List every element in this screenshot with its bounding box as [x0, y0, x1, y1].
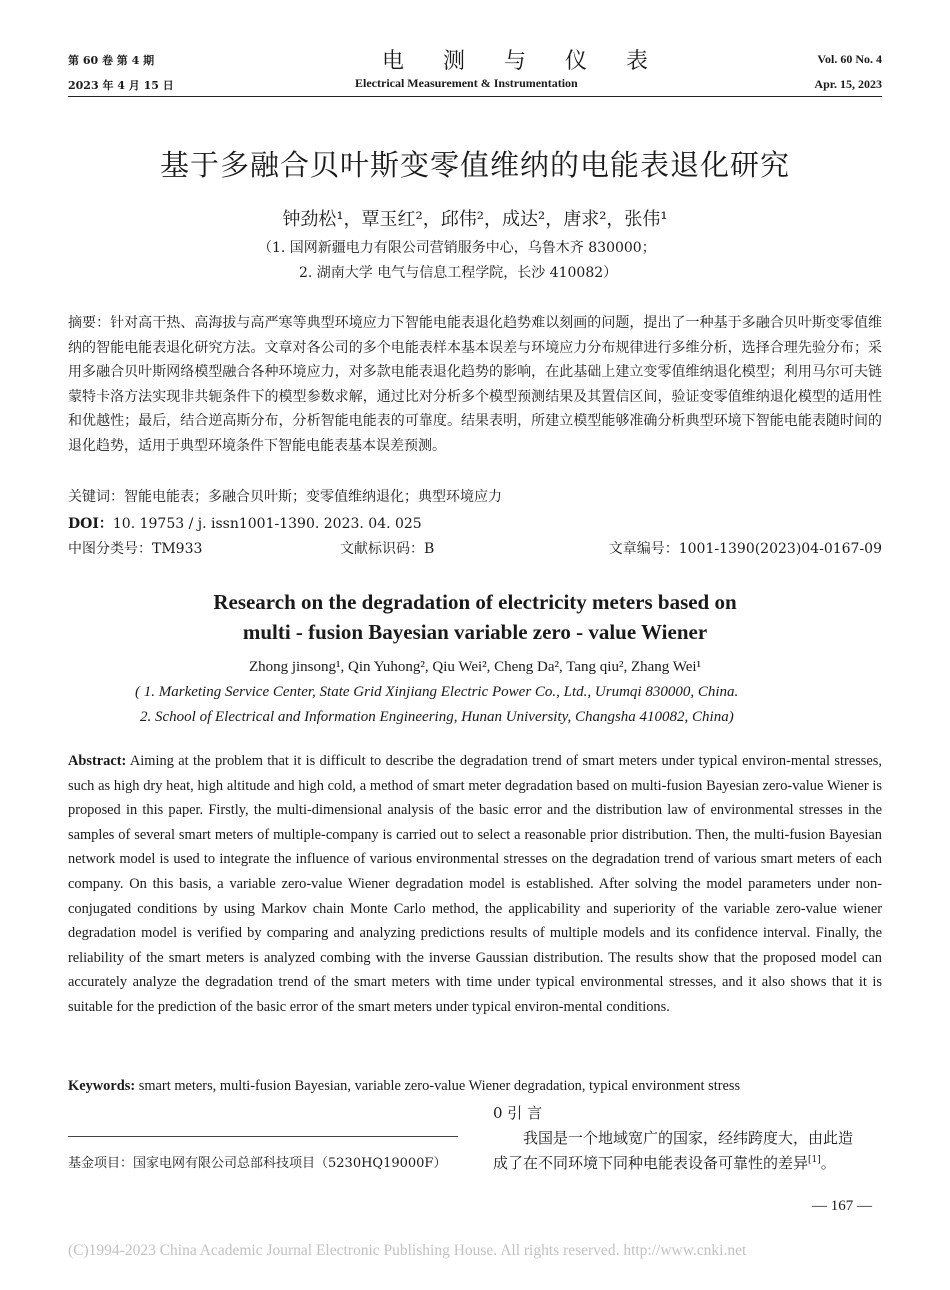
section-heading-introduction: 0 引 言	[493, 1104, 543, 1122]
keywords-en	[68, 1074, 882, 1099]
date-en: Apr. 15, 2023	[814, 77, 882, 91]
date-cn: 2023 年 4 月 15 日	[68, 79, 174, 92]
doi-label: DOI：	[68, 516, 113, 532]
doi	[68, 513, 422, 533]
header-rule	[68, 96, 882, 97]
volume-issue-en: Vol. 60 No. 4	[817, 52, 882, 66]
volume-issue-cn: 第 60 卷 第 4 期	[68, 54, 155, 67]
document-code: 文献标识码：B	[340, 541, 435, 557]
abstract-en	[68, 749, 882, 1020]
keywords-en-label: Keywords:	[68, 1078, 136, 1094]
keywords-cn: 关键词：智能电能表；多融合贝叶斯；变零值维纳退化；典型环境应力	[68, 489, 502, 505]
clc-number: 中图分类号：TM933	[68, 541, 203, 557]
article-number: 文章编号：1001-1390(2023)04-0167-09	[608, 541, 882, 557]
intro-text-end: 。	[820, 1154, 836, 1172]
intro-text-line1: 我国是一个地域宽广的国家，经纬跨度大，由此造	[523, 1129, 854, 1147]
paper-title-en-line2: multi - fusion Bayesian variable zero - value Wiener	[242, 620, 708, 644]
abstract-en-label: Abstract:	[68, 753, 127, 769]
affiliation-cn-2: 2. 湖南大学 电气与信息工程学院，长沙 410082）	[299, 265, 618, 281]
paper-title-cn: 基于多融合贝叶斯变零值维纳的电能表退化研究	[159, 148, 790, 182]
journal-name-cn: 电 测 与 仪 表	[382, 49, 664, 74]
keywords-en-text: smart meters, multi-fusion Bayesian, variable zero-value Wiener degradation, typical environment stress	[135, 1078, 741, 1094]
authors-en: Zhong jinsong¹, Qin Yuhong², Qiu Wei², Cheng Da², Tang qiu², Zhang Wei¹	[248, 659, 702, 675]
citation-ref[interactable]: [1]	[808, 1155, 821, 1165]
affiliation-cn-1: （1. 国网新疆电力有限公司营销服务中心，乌鲁木齐 830000；	[258, 240, 656, 256]
journal-name-en: Electrical Measurement & Instrumentation	[355, 76, 578, 90]
doi-value: 10. 19753 / j. issn1001-1390. 2023. 04. 025	[112, 516, 422, 532]
abstract-cn: 摘要：针对高干热、高海拔与高严寒等典型环境应力下智能电能表退化趋势难以刻画的问题，提出了一种基于多融合贝叶斯变零值维纳的智能电能表退化研究方法。文章对各公司的多个电能表样本基本误差与环境应力分布规律进行多维分析，选择合理先验分布；采用多融合贝叶斯网络模型融合各种环境应力，对多款电能表退化趋势的影响，在此基础上建立变零值维纳退化模型；利用马尔可夫链蒙特卡洛方法实现非共轭条件下的模型参数求解，通过比对分析多个模型预测结果及其置信区间，验证变零值维纳退化模型的适用性和优越性；最后，结合逆高斯分布，分析智能电能表的可靠度。结果表明，所建立模型能够准确分析典型环境下智能电能表随时间的退化趋势，适用于典型环境条件下智能电能表基本误差预测。	[68, 315, 882, 454]
page-number: — 167 —	[812, 1198, 872, 1214]
copyright-notice: (C)1994-2023 China Academic Journal Electronic Publishing House. All rights reserved. http://www.cnki.net	[68, 1242, 747, 1259]
authors-cn: 钟劲松¹，覃玉红²，邱伟²，成达²，唐求²，张伟¹	[282, 209, 668, 230]
footnote-rule	[68, 1136, 458, 1137]
intro-text: 成了在不同环境下同种电能表设备可靠性的差异	[493, 1154, 809, 1172]
funding-footnote: 基金项目：国家电网有限公司总部科技项目（5230HQ19000F）	[68, 1156, 447, 1171]
paper-title-en-line1: Research on the degradation of electricity meters based on	[213, 590, 737, 614]
affiliation-en-1: ( 1. Marketing Service Center, State Grid Xinjiang Electric Power Co., Ltd., Urumqi 830000, China.	[135, 684, 739, 700]
intro-text-line2	[493, 1152, 836, 1173]
abstract-en-text: Aiming at the problem that it is difficult to describe the degradation trend of smart meters under typical environ-mental stresses, such as high dry heat, high altitude and high cold, a method of smart meter degradation based on multi-fusion Bayesian zero-value Wiener is proposed in this paper. Firstly, the multi-dimensional analysis of the basic error and the distribution law of environmental stresses in the samples of several smart meters of multiple-company is carried out to select a reasonable prior distribution. Then, the multi-fusion Bayesian network model is used to integrate the influence of various environmental stresses on the degradation trend of various smart meters of each company. On this basis, a variable zero-value Wiener degradation model is established. After solving the model parameters under non-conjugated conditions by using Markov chain Monte Carlo method, the applicability and superiority of the variable zero-value wiener degradation model is verified by comparing and analyzing predictions results of multiple models and its confidence interval. Finally, the reliability of the smart meters is analyzed combing with the inverse Gaussian distribution. The results show that the proposed model can accurately analyze the degradation trend of the smart meters with time under typical environmental stresses, and it also shows that it is suitable for the prediction of the basic error of the smart meters under typical environ-mental conditions.	[68, 753, 882, 1015]
affiliation-en-2: 2. School of Electrical and Information Engineering, Hunan University, Changsha 410082, China)	[140, 709, 734, 725]
